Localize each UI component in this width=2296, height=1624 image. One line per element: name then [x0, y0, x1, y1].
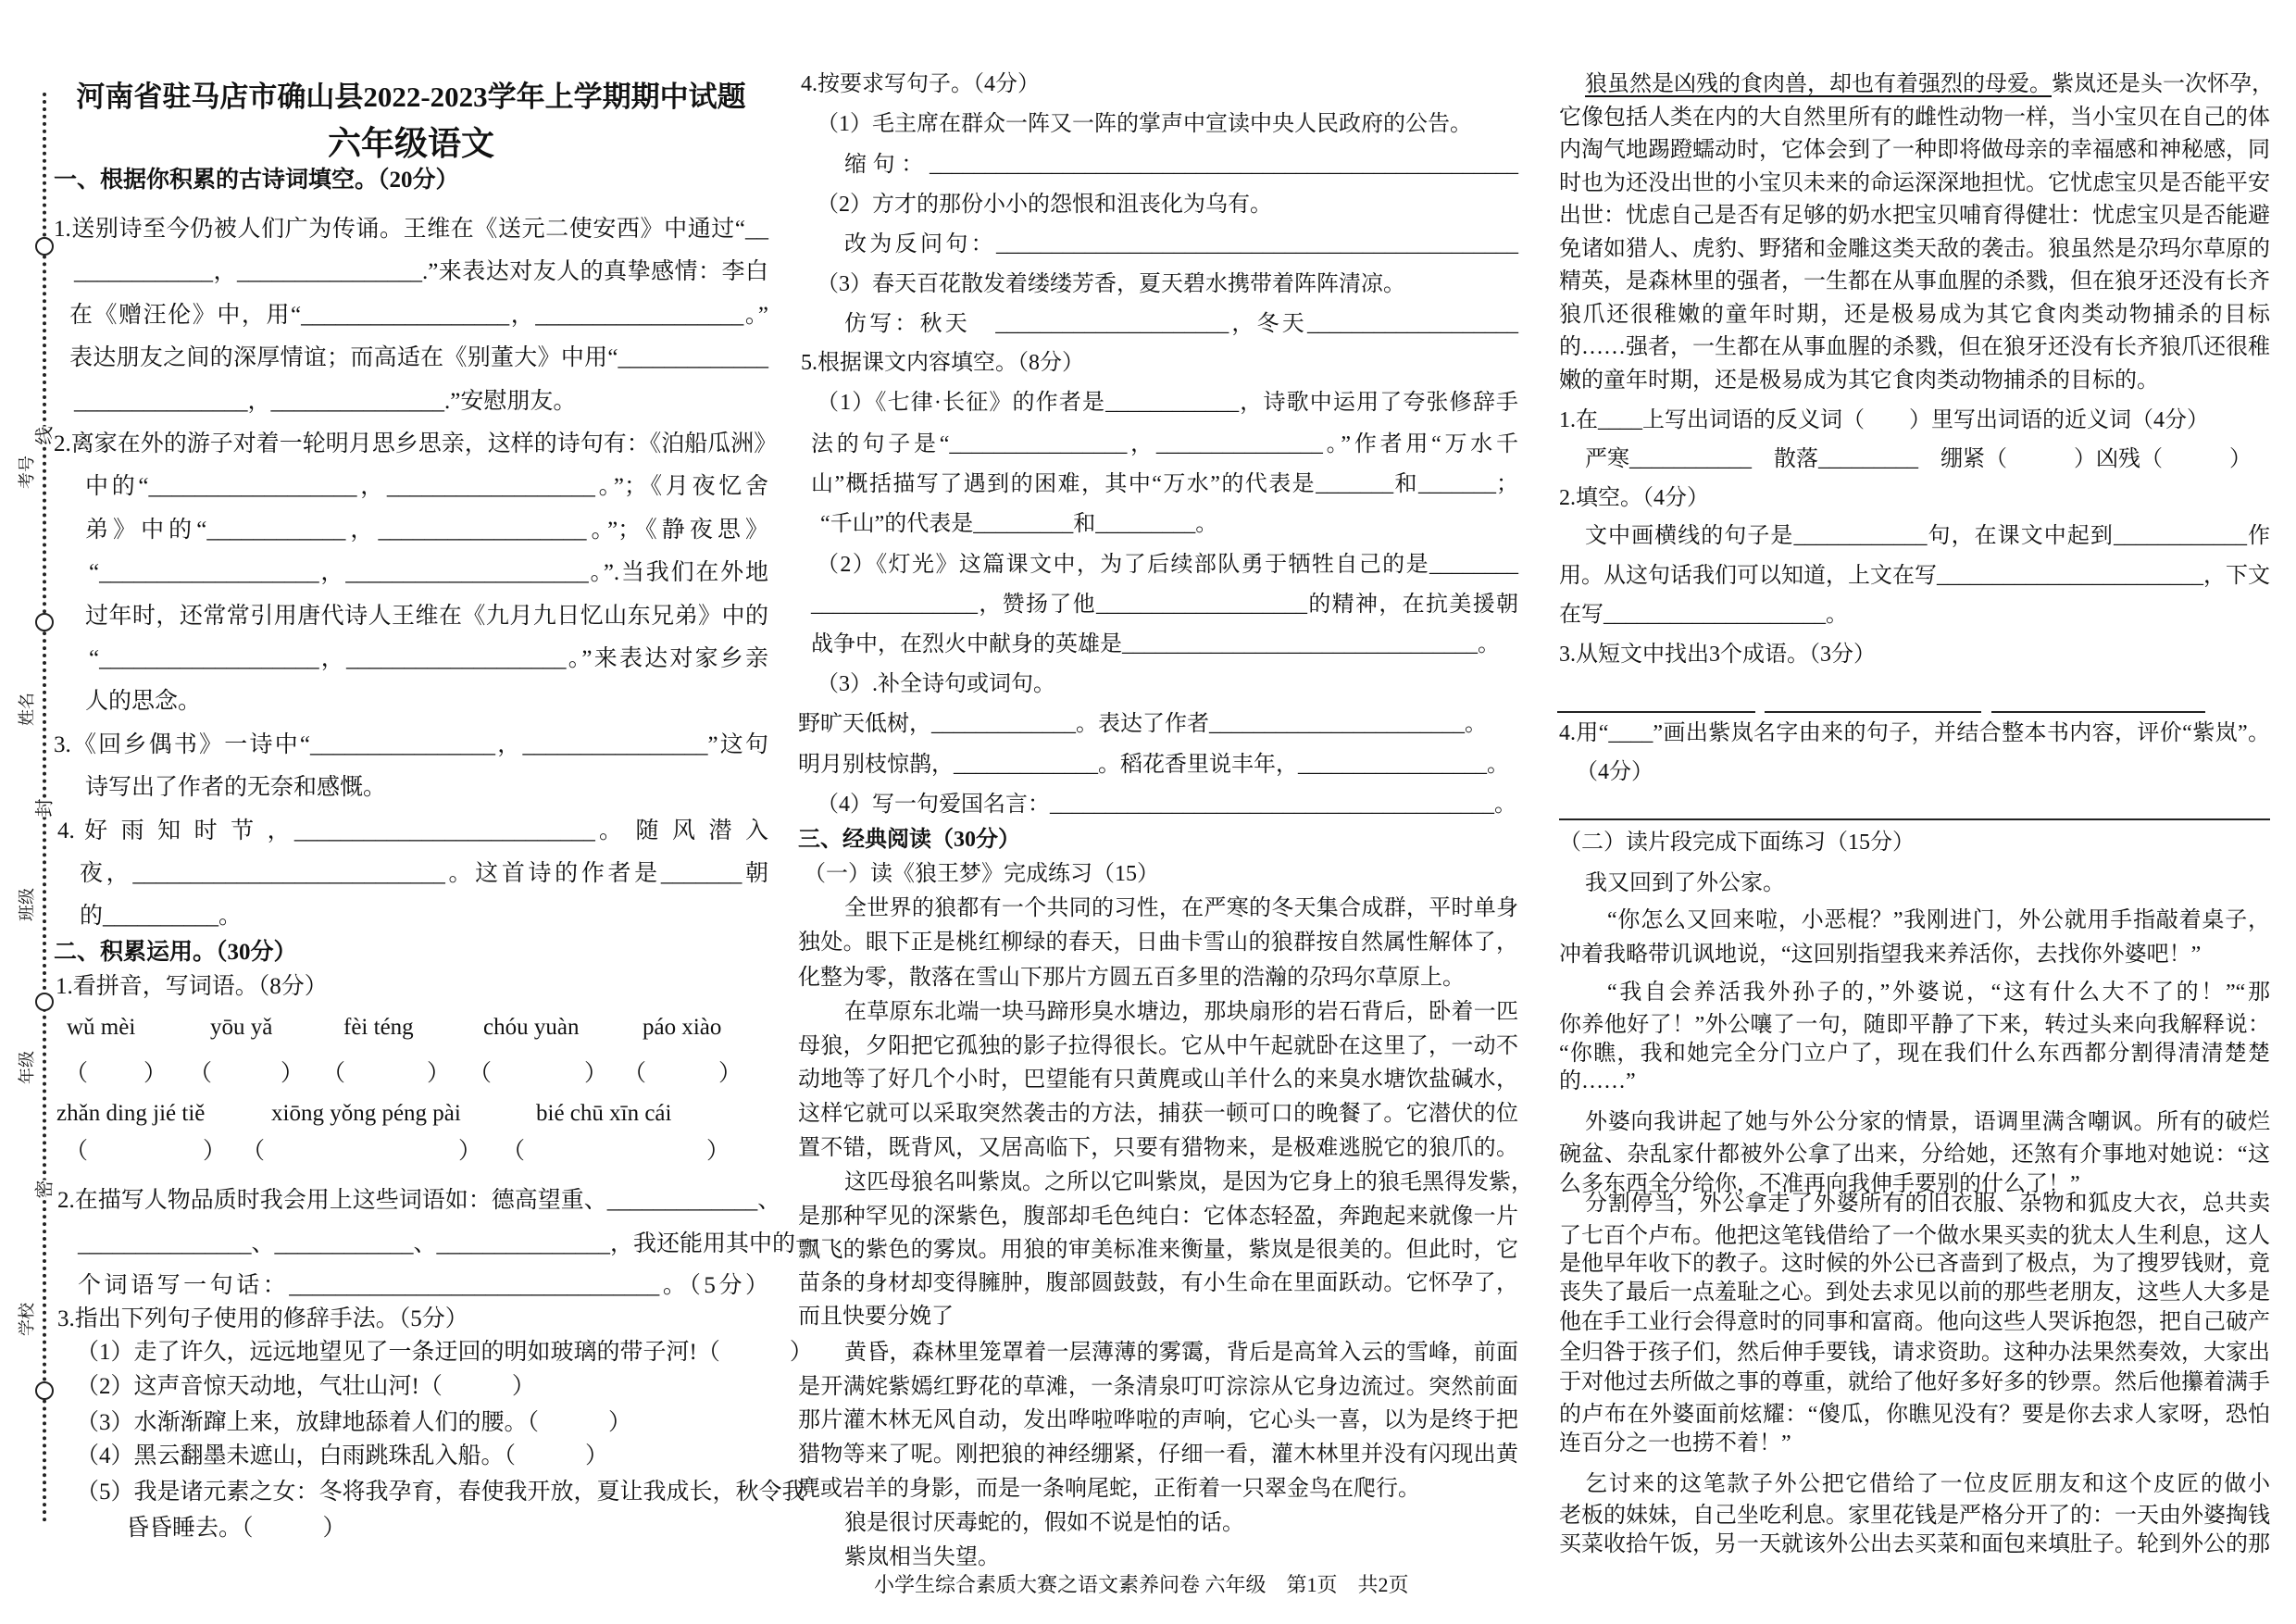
question-line: （1）《七律·长征》的作者是____________，诗歌中运用了夸张修辞手	[817, 391, 1518, 415]
question-line: 1.送别诗至今仍被人们广为传诵。王维在《送元二使安西》中通过“__	[54, 217, 768, 242]
question-line: （3）.补全诗句或词句。	[817, 672, 1055, 696]
passage-line: 狼是很讨厌毒蛇的，假如不说是怕的话。	[844, 1511, 1244, 1535]
question-line: 2.在描写人物品质时我会用上这些词语如：德高望重、_____________、	[57, 1188, 781, 1213]
passage-line: “你怎么又回来啦，小恶棍？”我刚进门，外公就用手指敲着桌子，	[1607, 908, 2270, 932]
passage-line: 免诸如猎人、虎豹、野猪和金雕这类天敌的袭击。狼虽然是尕玛尔草原的	[1559, 237, 2270, 261]
passage-line: 老板的妹妹，自己坐吃利息。家里花钱是严格分开了的：一天由外婆掏钱	[1559, 1504, 2270, 1528]
question-line: 4.按要求写句子。（4分）	[801, 72, 1040, 96]
pinyin-item: yōu yǎ	[210, 1015, 273, 1040]
question-line: （1）走了许久，远远地望见了一条迂回的明如玻璃的带子河!（ ）	[76, 1340, 813, 1365]
section-heading-3: 三、经典阅读（30分）	[798, 828, 1020, 852]
binding-hole	[35, 237, 54, 256]
question-line: 表达朋友之间的深厚情谊；而高适在《别董大》中用“_____________	[69, 345, 768, 370]
question-line: 2.填空。（4分）	[1559, 486, 1709, 510]
question-line: _______________、____________、_______________，我还能用其中的一	[78, 1231, 819, 1256]
passage-line: 你养他好了！”外公嚷了一句，随即平静了下来，转过头来向我解释说：	[1559, 1013, 2270, 1037]
exam-title: 河南省驻马店市确山县2022-2023学年上学期期中试题	[76, 81, 746, 113]
binding-hole	[35, 993, 54, 1011]
passage-line: 麂或岩羊的身影，而是一条响尾蛇，正衔着一只翠金鸟在爬行。	[798, 1477, 1420, 1501]
question-line: 野旷天低树，_____________。表达了作者_______________________。	[798, 712, 1487, 736]
label-class: 班级	[18, 888, 36, 921]
passage-line: 丧失了最后一点羞耻之心。到处去求见以前的那些老朋友，这些人大多是	[1559, 1280, 2270, 1305]
answer-blank	[1991, 711, 2205, 713]
pinyin-item: zhǎn ding jié tiě	[56, 1101, 206, 1126]
question-line: （2）这声音惊天动地，气壮山河!（ ）	[76, 1374, 535, 1399]
passage-line: 飘飞的紫色的雾岚。用狼的审美标准来衡量，紫岚是很美的。但此时，它	[798, 1238, 1518, 1262]
question-line: 夜，___________________________。这首诗的作者是_______朝	[80, 861, 768, 886]
section-heading-2: 二、积累运用。（30分）	[54, 940, 297, 965]
seal-char-seal: 封	[30, 799, 56, 818]
question-line: “___________________，_____________________。”.当我们在外地	[89, 560, 768, 585]
question-line: 1.在____上写出词语的反义词（ ）里写出词语的近义词（4分）	[1559, 408, 2209, 432]
question-line: 文中画横线的句子是____________句，在课文中起到____________作	[1585, 524, 2270, 548]
passage-line: 外婆向我讲起了她与外公分家的情景，语调里满含嘲讽。所有的破烂	[1585, 1110, 2270, 1134]
label-school: 学校	[18, 1303, 36, 1336]
question-line: 严寒___________ 散落_________ 绷紧（ ）凶残（ ）	[1585, 447, 2252, 471]
question-line: 人的思念。	[85, 689, 202, 714]
passage-line: “你瞧，我和她完全分门立户了，现在我们什么东西都分割得清清楚楚	[1559, 1042, 2270, 1066]
question-line: 2.离家在外的游子对着一轮明月思乡思亲，这样的诗句有：《泊船瓜洲》	[54, 431, 778, 456]
passage-line: 冲着我略带讥讽地说，“这回别指望我来养活你，去找你外婆吧！”	[1559, 943, 2202, 967]
binding-hole	[35, 613, 54, 631]
seal-char-secret: 密	[30, 1181, 56, 1199]
answer-parentheses: （ ）	[242, 1139, 481, 1164]
passage-line: 连百分之一也捞不着！”	[1559, 1431, 1791, 1455]
passage-line: 精英，是森林里的强者，一生都在从事血腥的杀戮，但在狼牙还没有长齐	[1559, 269, 2270, 294]
question-line: 昏昏睡去。（ ）	[126, 1516, 346, 1541]
passage-line: 全归咎于孩子们，然后伸手要钱，请求资助。这种办法果然奏效，大家出	[1559, 1341, 2270, 1365]
section-heading-1: 一、根据你积累的古诗词填空。（20分）	[54, 168, 459, 193]
pinyin-item: chóu yuàn	[483, 1015, 580, 1040]
binding-hole	[35, 1381, 54, 1400]
answer-blank	[1557, 711, 1755, 713]
question-line: 改为反问句：_______________________________________________	[844, 232, 1518, 256]
pinyin-item: fèi téng	[343, 1015, 414, 1040]
question-line: 3.指出下列句子使用的修辞手法。（5分）	[57, 1306, 468, 1331]
question-line: （4分）	[1576, 760, 1653, 784]
question-line: _______________，_______________.”安慰朋友。	[74, 389, 577, 414]
passage-line: 置不错，既背风，又居高临下，只要有猎物来，是极难逃脱它的狼爪的。	[798, 1136, 1518, 1160]
question-line: 3.《回乡偶书》一诗中“________________，________________”这句	[54, 732, 768, 757]
underlined-sentence: 狼虽然是凶残的食肉兽，却也有着强烈的母爱。	[1585, 72, 2052, 96]
question-line: 个词语写一句话：________________________________。（5分）	[78, 1273, 768, 1298]
passage-line: “我自会养活我外孙子的，”外婆说，“这有什么大不了的！”“那	[1607, 981, 2270, 1005]
label-exam-number: 考号	[18, 456, 36, 489]
passage-line: 这样它就可以采取突然袭击的方法，捕获一顿可口的晚餐了。它潜伏的位	[798, 1102, 1518, 1126]
passage-line: 猎物等来了呢。刚把狼的神经绷紧，仔细一看，灌木林里并没有闪现出黄	[798, 1443, 1518, 1467]
answer-parentheses: （ ）	[189, 1061, 304, 1086]
question-line: 在《赠汪伦》中，用“__________________，__________________。”	[69, 303, 768, 328]
question-line: （3）春天百花散发着缕缕芳香，夏天碧水携带着阵阵清凉。	[817, 272, 1405, 296]
passage-line: 的卢布在外婆面前炫耀：“傻瓜，你瞧见没有？要是你去求人家呀，恐怕	[1559, 1403, 2270, 1427]
passage-line: 是开满姹紫嫣红野花的草滩，一条清泉叮叮淙淙从它身边流过。突然前面	[798, 1375, 1518, 1399]
question-line: 法的句子是“________________，_______________。”作者用“万水千	[811, 432, 1518, 456]
question-line: （5）我是诸元素之女：冬将我孕育，春使我开放，夏让我成长，秋令我	[76, 1480, 805, 1505]
question-line: （2）方才的那份小小的怨恨和沮丧化为乌有。	[817, 193, 1272, 217]
question-line: 4. 好 雨 知 时 节 ，__________________________。 随 风 潜 入	[57, 818, 768, 843]
question-line: （4）写一句爱国名言：________________________________________。	[817, 793, 1516, 817]
passage-line: 母狼，夕阳把它孤独的影子拉得很长。它从中午起就卧在这里了，一动不	[798, 1034, 1518, 1058]
passage-line: 这匹母狼名叫紫岚。之所以它叫紫岚，是因为它身上的狼毛黑得发紫，	[844, 1170, 1533, 1194]
passage-line: 狼爪还很稚嫩的童年时期，还是极易成为其它食肉类动物捕杀的目标	[1559, 303, 2270, 327]
answer-blank	[1765, 711, 1981, 713]
question-line: 3.从短文中找出3个成语。（3分）	[1559, 643, 1876, 667]
subsection-heading: （一）读《狼王梦》完成练习（15）	[804, 862, 1159, 886]
passage-line: 紫岚相当失望。	[844, 1545, 1000, 1569]
question-line: 的__________。	[80, 904, 243, 929]
question-line: 5.根据课文内容填空。（8分）	[801, 351, 1084, 375]
question-line: 中的“__________________，__________________。”；《月夜忆舍	[85, 474, 768, 499]
question-line: 用。从这句话我们可以知道，上文在写________________________，下文	[1559, 564, 2270, 588]
passage-line: 分割停当，外公拿走了外婆所有的旧衣服、杂物和狐皮大衣，总共卖	[1585, 1192, 2270, 1216]
question-line: 明月别枝惊鹊，_____________。稻花香里说丰年，_________________。	[798, 753, 1509, 777]
passage-line: 嫩的童年时期，还是极易成为其它食肉类动物捕杀的目标的。	[1559, 369, 2159, 393]
question-line: 4.用“____”画出紫岚名字由来的句子，并结合整本书内容，评价“紫岚”。	[1559, 721, 2270, 745]
question-line: 诗写出了作者的无奈和感慨。	[85, 775, 387, 800]
passage-line: 而且快要分娩了	[798, 1305, 954, 1329]
passage-line: 黄昏，森林里笼罩着一层薄薄的雾霭，背后是高耸入云的雪峰，前面	[844, 1341, 1518, 1365]
passage-line: 么多东西全分给你，不准再向我伸手要别的什么了！”	[1559, 1172, 2080, 1196]
answer-parentheses: （ ）	[623, 1061, 742, 1086]
passage-line: 是那种罕见的深紫色，腹部却毛色纯白：它体态轻盈，奔跑起来就像一片	[798, 1205, 1518, 1229]
passage-line: 是他早年收下的教子。这时候的外公已吝啬到了极点，为了搜罗钱财，竟	[1559, 1252, 2270, 1276]
passage-line: 苗条的身材却变得臃肿，腹部圆鼓鼓，有小生命在里面跃动。它怀孕了，	[798, 1271, 1518, 1295]
seal-char-line: 线	[30, 427, 56, 445]
passage-line: 化整为零，散落在雪山下那片方圆五百多里的浩瀚的尕玛尔草原上。	[798, 966, 1465, 990]
exam-subtitle: 六年级语文	[327, 125, 494, 162]
question-line: 战争中，在烈火中献身的英雄是________________________________。	[811, 632, 1500, 656]
question-line: ____________，________________.”来表达对友人的真挚感情：李白	[74, 259, 768, 284]
answer-parentheses: （ ）	[468, 1061, 607, 1086]
passage-line: 于对他过去所做之事的尊重，就给了他好多好多的钞票。然后他攥着满手	[1559, 1370, 2270, 1394]
passage-line: 了七百个卢布。他把这笔钱借给了一个做水果买卖的犹太人生利息，这人	[1559, 1224, 2270, 1248]
question-line: 弟》中的“____________，__________________。”；《静夜思》	[85, 518, 768, 543]
question-line: （2）《灯光》这篇课文中，为了后续部队勇于牺牲自己的是________	[817, 553, 1518, 577]
page-footer: 小学生综合素质大赛之语文素养问卷 六年级 第1页 共2页	[874, 1573, 1409, 1596]
question-line: 仿写：秋天 _____________________，冬天___________________	[844, 312, 1518, 336]
answer-parentheses: （ ）	[502, 1139, 730, 1164]
question-line: 缩句：_____________________________________________________	[844, 153, 1518, 177]
passage-line: 内淘气地踢蹬蠕动时，它体会到了一种即将做母亲的幸福感和神秘感，同	[1559, 138, 2270, 162]
passage-line: 碗盆、杂乱家什都被外公拿了出来，分给她，还煞有介事地对她说：“这	[1559, 1143, 2270, 1167]
passage-line: 动地等了好几个小时，巴望能有只黄麂或山羊什么的来臭水塘饮盐碱水，	[798, 1068, 1518, 1092]
passage-line: 在草原东北端一块马蹄形臭水塘边，那块扇形的岩石背后，卧着一匹	[844, 1000, 1518, 1024]
question-line: 在写____________________。	[1559, 603, 1848, 627]
question-line: 1.看拼音，写词语。（8分）	[56, 974, 328, 999]
pinyin-item: wǔ mèi	[67, 1015, 136, 1040]
label-grade: 年级	[18, 1051, 36, 1084]
answer-parentheses: （ ）	[322, 1061, 450, 1086]
subsection-heading: （二）读片段完成下面练习（15分）	[1559, 831, 1915, 855]
question-line: 山”概括描写了遇到的困难，其中“万水”的代表是_______和_______；	[811, 472, 1518, 496]
question-line: “千山”的代表是_________和_________。	[820, 512, 1218, 536]
passage-line: 他在手工业行会得意时的同事和富商。他向这些人哭诉抱怨，把自己破产	[1559, 1310, 2270, 1334]
passage-line: 独处。眼下正是桃红柳绿的春天，日曲卡雪山的狼群按自然属性解体了，	[798, 931, 1518, 955]
pinyin-item: páo xiào	[643, 1015, 722, 1040]
passage-line: 的……强者，一生都在从事血腥的杀戮，但在狼牙还没有长齐狼爪还很稚	[1559, 335, 2270, 359]
passage-line: 的……”	[1559, 1069, 1636, 1093]
passage-line: 那片灌木林无风自动，发出哗啦哗啦的声响，它心头一喜，以为是终于把	[798, 1408, 1518, 1432]
pinyin-item: bié chū xīn cái	[536, 1101, 672, 1126]
passage-line: 我又回到了外公家。	[1585, 871, 1785, 895]
question-line: （4）黑云翻墨未遮山，白雨跳珠乱入船。（ ）	[76, 1443, 609, 1468]
passage-line: 乞讨来的这笔款子外公把它借给了一位皮匠朋友和这个皮匠的做小	[1585, 1472, 2270, 1496]
passage-line: 出世：忧虑自己是否有足够的奶水把宝贝哺育得健壮：忧虑宝贝是否能避	[1559, 204, 2270, 228]
question-line: “___________________，___________________。”来表达对家乡亲	[89, 646, 768, 671]
question-line: _______________，赞扬了他___________________的精神，在抗美援朝	[811, 593, 1518, 617]
passage-line: 全世界的狼都有一个共同的习性，在严寒的冬天集合成群，平时单身	[844, 896, 1518, 920]
question-line: （1）毛主席在群众一阵又一阵的掌声中宣读中央人民政府的公告。	[817, 112, 1472, 136]
passage-line: 它像包括人类在内的大自然里所有的雌性动物一样，当小宝贝在自己的体	[1559, 106, 2270, 130]
passage-line: 时也为还没出世的小宝贝未来的命运深深地担忧。它忧虑宝贝是否能平安	[1559, 171, 2270, 195]
question-line: 过年时，还常常引用唐代诗人王维在《九月九日忆山东兄弟》中的	[85, 604, 768, 629]
question-line: （3）水渐渐蹿上来，放肆地舔着人们的腰。（ ）	[76, 1410, 632, 1435]
section-divider	[1559, 818, 2270, 820]
passage-line: 买菜收拾午饭，另一天就该外公出去买菜和面包来填肚子。轮到外公的那	[1559, 1532, 2270, 1556]
answer-parentheses: （ ）	[65, 1061, 167, 1086]
answer-parentheses: （ ）	[65, 1139, 226, 1164]
passage-line: 狼虽然是凶残的食肉兽，却也有着强烈的母爱。紫岚还是头一次怀孕，	[1585, 72, 2274, 96]
label-name: 姓名	[18, 693, 36, 726]
pinyin-item: xiōng yǒng péng pài	[271, 1101, 461, 1126]
